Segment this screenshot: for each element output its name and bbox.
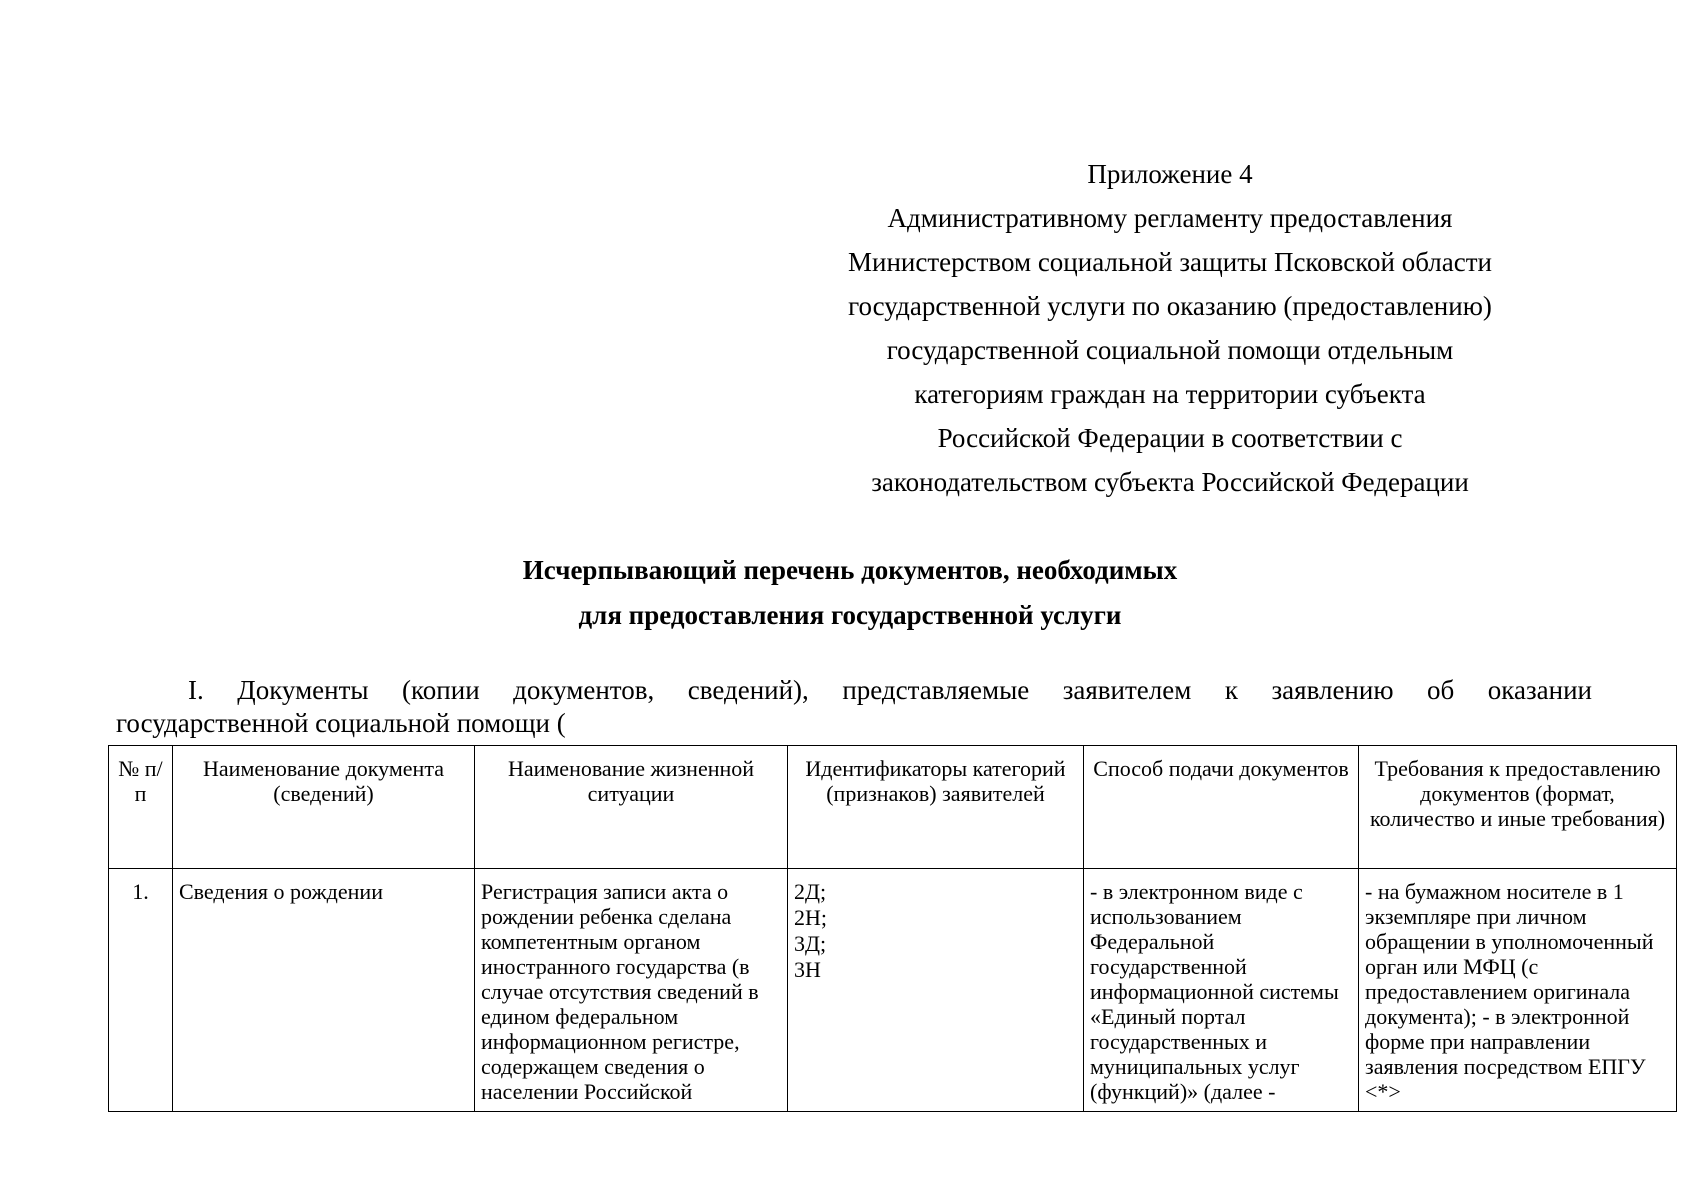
appendix-line: государственной услуги по оказанию (предоставлению) (848, 291, 1492, 321)
appendix-line: категориям граждан на территории субъекта (914, 379, 1426, 409)
document-title (330, 548, 1370, 638)
cell-identifiers (788, 869, 1084, 1112)
cell-number: 1. (109, 869, 173, 1112)
section-line-2: государственной социальной помощи ( (116, 708, 566, 738)
cell-method: - в электронном виде с использованием Федеральной государственной информационной системы «Единый портал государственных и муниципальных услуг (функций)» (далее - (1084, 869, 1359, 1112)
title-line-2: для предоставления государственной услуги (578, 600, 1122, 630)
identifier: 2Н; (794, 905, 827, 930)
header-method: Способ подачи документов (1084, 746, 1359, 869)
appendix-line: Российской Федерации в соответствии с (937, 423, 1403, 453)
header-document: Наименование документа (сведений) (173, 746, 475, 869)
identifier: 2Д; (794, 879, 827, 904)
appendix-header (820, 152, 1520, 504)
documents-table (108, 745, 1677, 1112)
title-line-1: Исчерпывающий перечень документов, необходимых (522, 555, 1178, 585)
appendix-line: Министерством социальной защиты Псковской области (848, 247, 1492, 277)
cell-requirements: - на бумажном носителе в 1 экземпляре при личном обращении в уполномоченный орган или МФЦ (с предоставлением оригинала документа); - в электронной форме при направлении заявления посредством ЕПГУ <*> (1359, 869, 1677, 1112)
header-situation: Наименование жизненной ситуации (475, 746, 788, 869)
header-number: № п/п (109, 746, 173, 869)
appendix-line: Административному регламенту предоставления (887, 203, 1453, 233)
table-header-row (109, 746, 1677, 869)
header-identifiers: Идентификаторы категорий (признаков) заявителей (788, 746, 1084, 869)
appendix-line: законодательством субъекта Российской Федерации (871, 467, 1469, 497)
section-line-1: I. Документы (копии документов, сведений), представляемые заявителем к заявлению об оказании (188, 675, 1592, 705)
identifier: 3Н (794, 957, 821, 982)
cell-document: Сведения о рождении (173, 869, 475, 1112)
cell-situation: Регистрация записи акта о рождении ребенка сделана компетентным органом иностранного государства (в случае отсутствия сведений в едином федеральном информационном регистре, содержащем сведения о населении Российской (475, 869, 788, 1112)
section-heading (116, 674, 1592, 740)
appendix-line: Приложение 4 (1087, 159, 1253, 189)
table-row (109, 869, 1677, 1112)
appendix-line: государственной социальной помощи отдельным (886, 335, 1454, 365)
identifier: 3Д; (794, 931, 827, 956)
header-requirements: Требования к предоставлению документов (формат, количество и иные требования) (1359, 746, 1677, 869)
